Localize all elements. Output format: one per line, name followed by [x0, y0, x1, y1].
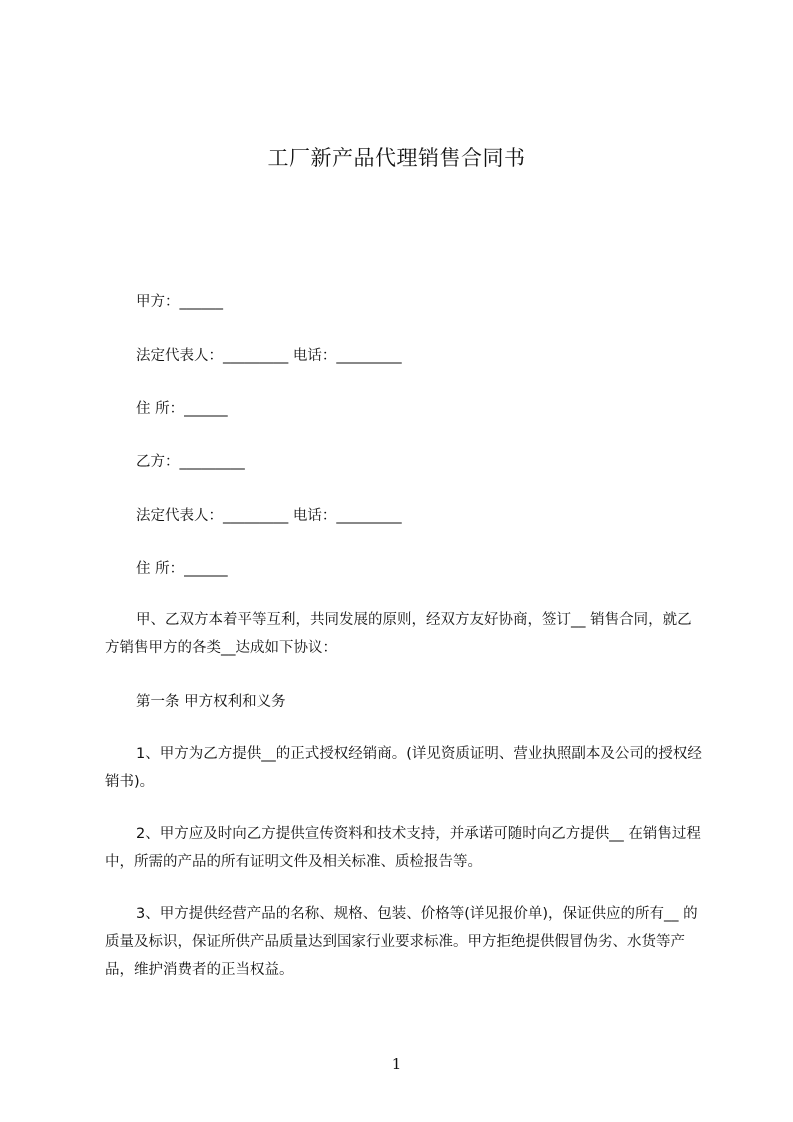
party-b-representative-line: 法定代表人：_________ 电话：_________	[136, 508, 402, 524]
page-number: 1	[391, 1055, 402, 1073]
document-title: 工厂新产品代理销售合同书	[267, 146, 526, 170]
party-a-representative-line: 法定代表人：_________ 电话：_________	[136, 348, 402, 364]
clause-2-text: 2、甲方应及时向乙方提供宣传资料和技术支持，并承诺可随时向乙方提供__ 在销售过程中，所需的产品的所有证明文件及相关标准、质检报告等。	[105, 826, 701, 870]
clause-3-text: 3、甲方提供经营产品的名称、规格、包装、价格等(详见报价单)，保证供应的所有__ 的质量及标识，保证所供产品质量达到国家行业要求标准。甲方拒绝提供假冒伪劣、水货等产品，维护消费者的正当权益。	[105, 906, 698, 978]
clause-3-paragraph	[105, 900, 705, 984]
party-a-line: 甲方：______	[136, 294, 223, 310]
clause-1-text: 1、甲方为乙方提供__的正式授权经销商。(详见资质证明、营业执照副本及公司的授权经销书)。	[105, 746, 702, 790]
party-a-address-line: 住 所：______	[136, 401, 228, 417]
party-b-address-line: 住 所：______	[136, 561, 228, 577]
intro-text: 甲、乙双方本着平等互利，共同发展的原则，经双方友好协商，签订__ 销售合同，就乙方销售甲方的各类__达成如下协议：	[105, 612, 692, 656]
clause-1-paragraph	[105, 740, 705, 796]
intro-paragraph	[105, 606, 705, 662]
clause-2-paragraph	[105, 820, 705, 876]
party-b-line: 乙方：_________	[136, 454, 245, 470]
section-1-heading: 第一条 甲方权利和义务	[136, 694, 286, 710]
